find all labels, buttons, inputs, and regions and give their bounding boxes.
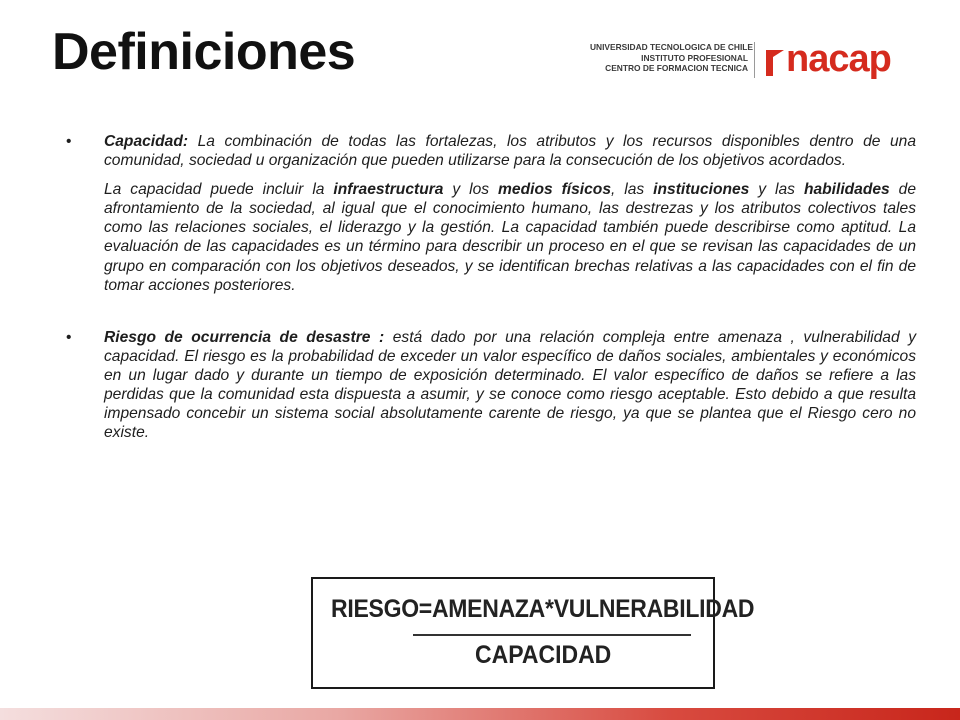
text-fragment: y las: [749, 181, 804, 199]
riesgo-definition: está dado por una relación compleja entre amenaza , vulnerabilidad y capacidad. El riesgo es la probabilidad de exceder un valor específico de daños sociales, ambientales y económicos en un lugar dado y durante un tiempo de exposición determinado. El valor específico de daños se refiere a las perdidas que la comunidad esta dispuesta a asumir, y se conoce como riesgo aceptable. Esto debido a que resulta impensado concebir un sistema social absolutamente carente de riesgo, ya que se plantea que el Riesgo cero no existe.: [104, 328, 916, 442]
bullet-icon: •: [66, 133, 72, 150]
logo-line-2: INSTITUTO PROFESIONAL: [641, 52, 748, 63]
text-fragment: La capacidad puede incluir la: [104, 181, 334, 199]
risk-formula-box: [311, 577, 755, 689]
logo-divider: [754, 42, 755, 78]
riesgo-term: Riesgo de ocurrencia de desastre :: [104, 328, 385, 346]
formula-denominator: CAPACIDAD: [475, 641, 612, 669]
formula-numerator: RIESGO=AMENAZA*VULNERABILIDAD: [331, 595, 755, 623]
riesgo-item: [66, 328, 916, 443]
logo-line-3: CENTRO DE FORMACION TECNICA: [605, 63, 748, 73]
logo-institution-text: [590, 42, 754, 74]
page-title: Definiciones: [52, 23, 356, 81]
text-fragment: y los: [443, 181, 499, 199]
definitions-body: [66, 132, 916, 442]
logo-wordmark: nacap: [786, 38, 891, 80]
capacidad-term: Capacidad:: [104, 133, 189, 150]
capacidad-item: [66, 132, 916, 170]
keyword-instituciones: instituciones: [653, 181, 750, 199]
keyword-habilidades: habilidades: [803, 181, 890, 199]
footer-gradient-bar: [0, 708, 960, 720]
text-fragment: de afrontamiento de la sociedad, al igual que el conocimiento humano, las destrezas y los atributos colectivos tales como las relaciones sociales, el liderazgo y la gestión. La capacidad también puede describirse como aptitud. La evaluación de las capacidades es un término para describir un proceso en el que se revisan las capacidades de un grupo en comparación con los objetivos deseados, y se identifican brechas relativas a las capacidades con el fin de tomar acciones posteriores.: [104, 181, 917, 294]
formula-fraction-line: [413, 634, 691, 636]
text-fragment: , las: [611, 181, 654, 199]
logo-line-1: UNIVERSIDAD TECNOLOGICA DE CHILE: [590, 42, 754, 52]
bullet-icon: •: [66, 328, 72, 346]
keyword-medios-fisicos: medios físicos: [498, 181, 611, 199]
capacidad-paragraph-2: [66, 180, 916, 295]
capacidad-definition: La combinación de todas las fortalezas, los atributos y los recursos disponibles dentro de una comunidad, sociedad u organización que pueden utilizarse para la consecución de los objetivos acordados.: [104, 133, 916, 170]
keyword-infraestructura: infraestructura: [333, 181, 444, 199]
inacap-logo: [590, 38, 910, 82]
